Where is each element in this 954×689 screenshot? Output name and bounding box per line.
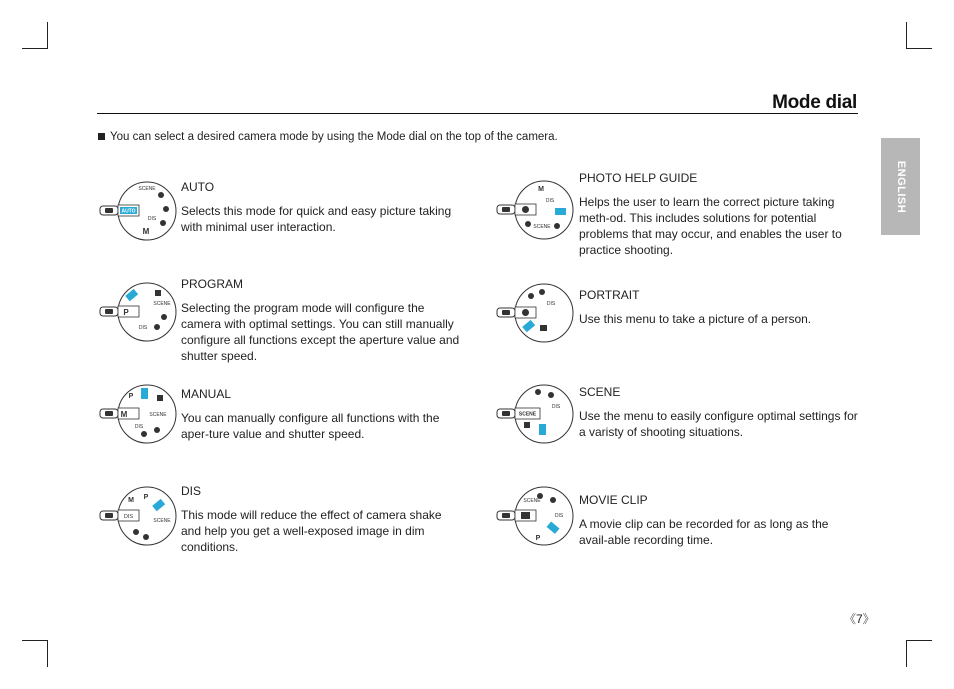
mode-dial-movie-icon <box>496 486 576 548</box>
dial-label-scene: SCENE <box>533 224 551 230</box>
mode-entry-movie-clip <box>579 493 859 548</box>
mode-heading: AUTO <box>181 180 215 194</box>
intro-text-content: You can select a desired camera mode by using the Mode dial on the top of the camera. <box>110 131 558 143</box>
dial-label-dis: DIS <box>545 198 555 204</box>
mode-entry-photo-help-guide <box>579 171 859 258</box>
mode-heading: MANUAL <box>181 387 232 401</box>
dial-label-scene: SCENE <box>518 411 537 418</box>
crop-mark <box>22 48 48 49</box>
dial-label-dis: DIS <box>147 216 157 222</box>
dial-label-m: M <box>142 227 150 236</box>
mode-description: Use the menu to easily configure optimal settings for a varisty of shooting situations. <box>579 409 858 439</box>
dial-label-dis: DIS <box>138 325 148 331</box>
dial-label-auto: AUTO <box>121 208 136 215</box>
mode-dial-program-icon <box>99 282 179 344</box>
mode-dial-portrait-icon <box>496 283 576 345</box>
mode-description: Selects this mode for quick and easy picture taking with minimal user interaction. <box>181 204 452 234</box>
dial-label-dis: DIS <box>551 404 561 410</box>
mode-dial-dis-icon <box>99 486 179 548</box>
mode-entry-program <box>181 277 461 364</box>
mode-entry-auto <box>181 180 461 235</box>
title-rule <box>97 113 858 114</box>
mode-heading: SCENE <box>579 385 621 399</box>
mode-description: Use this menu to take a picture of a person. <box>579 312 812 326</box>
mode-description: A movie clip can be recorded for as long as the avail-able recording time. <box>579 517 829 547</box>
mode-heading: PHOTO HELP GUIDE <box>579 171 698 185</box>
dial-label-dis: DIS <box>546 301 556 307</box>
mode-heading: PROGRAM <box>181 277 244 291</box>
dial-label-scene: SCENE <box>153 518 171 524</box>
mode-entry-scene <box>579 385 859 440</box>
dial-label-dis: DIS <box>554 513 564 519</box>
crop-mark <box>22 640 48 641</box>
dial-label-scene: SCENE <box>153 301 171 307</box>
intro-text <box>98 131 558 143</box>
page-title: Mode dial <box>772 92 857 113</box>
dial-label-m: M <box>538 186 544 193</box>
language-tab-label: ENGLISH <box>894 160 907 213</box>
dial-label-p: P <box>535 535 541 542</box>
dial-label-p: P <box>143 494 149 501</box>
mode-heading: PORTRAIT <box>579 288 640 302</box>
dial-label-scene: SCENE <box>523 498 541 504</box>
mode-dial-scene-icon <box>496 384 576 446</box>
mode-dial-auto-icon <box>99 181 179 243</box>
mode-description: Selecting the program mode will configure the camera with optimal settings. You can still manually configure all functions except the aperture value and shutter speed. <box>181 301 460 363</box>
mode-entry-portrait <box>579 288 859 327</box>
mode-description: This mode will reduce the effect of camera shake and help you get a well-exposed image in dim conditions. <box>181 508 442 554</box>
dial-label-dis: DIS <box>134 424 144 430</box>
crop-mark <box>906 640 907 667</box>
mode-heading: DIS <box>181 484 202 498</box>
crop-mark <box>906 640 932 641</box>
mode-dial-manual-icon <box>99 384 179 446</box>
dial-label-p: P <box>128 393 134 400</box>
page-number: 《7》 <box>844 612 875 626</box>
dial-label-p: P <box>123 308 129 317</box>
mode-description: Helps the user to learn the correct picture taking meth-od. This includes solutions for potential problems that may occur, and enables the user to practice shooting. <box>579 195 842 257</box>
bullet-square-icon <box>98 133 105 140</box>
mode-description: You can manually configure all functions with the aper-ture value and shutter speed. <box>181 411 440 441</box>
mode-heading: MOVIE CLIP <box>579 493 648 507</box>
dial-label-scene: SCENE <box>149 412 167 418</box>
mode-entry-dis <box>181 484 461 555</box>
language-tab <box>881 138 920 235</box>
dial-label-dis: DIS <box>123 514 134 520</box>
mode-dial-photo-help-icon <box>496 180 576 242</box>
crop-mark <box>906 22 907 49</box>
crop-mark <box>47 640 48 667</box>
crop-mark <box>906 48 932 49</box>
dial-label-m: M <box>120 410 128 419</box>
dial-label-scene: SCENE <box>138 186 156 192</box>
mode-entry-manual <box>181 387 461 442</box>
dial-label-m: M <box>128 497 134 504</box>
crop-mark <box>47 22 48 49</box>
